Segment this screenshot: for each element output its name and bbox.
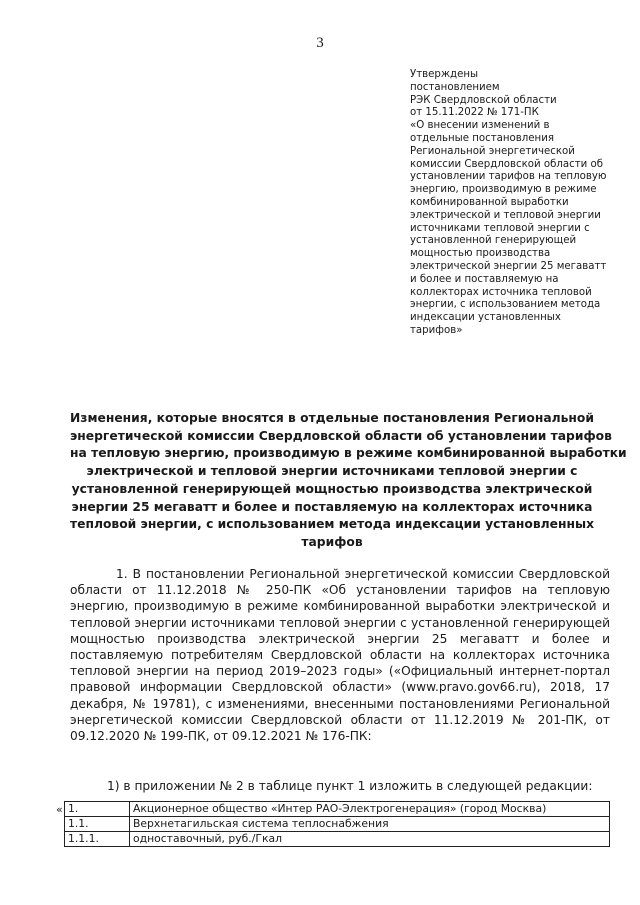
title-line: тепловой энергии, с использованием метода индексации установленных: [70, 517, 595, 532]
approval-line: электрической энергии 25 мегаватт: [410, 260, 607, 272]
row-text-cell: Акционерное общество «Интер РАО-Электрогенерация» (город Москва): [130, 802, 610, 817]
table-row: [65, 832, 610, 847]
title-line: энергии 25 мегаватт и более и поставляемую на коллекторах источника: [71, 499, 593, 514]
table-row: [65, 817, 610, 832]
approval-line: РЭК Свердловской области: [410, 94, 557, 106]
approval-line: Утверждены: [410, 69, 479, 80]
row-number-cell: 1.1.1.: [65, 832, 130, 847]
paragraph-1: [70, 566, 610, 744]
row-number-cell: 1.1.: [65, 817, 130, 832]
approval-line: электрической и тепловой энергии: [410, 209, 601, 221]
approval-line: коллекторах источника тепловой: [410, 286, 592, 298]
title-line: на тепловую энергию, производимую в режиме комбинированной выработки: [70, 446, 627, 461]
row-text-cell: одноставочный, руб./Гкал: [130, 832, 610, 847]
approval-line: установленной генерирующей: [410, 235, 577, 247]
approval-block: [410, 69, 607, 338]
approval-line: энергии, с использованием метода: [410, 299, 601, 311]
approval-line: постановлением: [410, 81, 500, 93]
paragraph-line: 1. В постановлении Региональной энергетической комиссии Свердловской: [116, 567, 610, 581]
row-number-cell: 1.: [65, 802, 130, 817]
paragraph-line: мощностью производства электрической энергии 25 мегаватт и более и: [70, 631, 610, 646]
title-line: установленной генерирующей мощностью производства электрической: [71, 481, 593, 496]
subparagraph-1: 1) в приложении № 2 в таблице пункт 1 изложить в следующей редакции:: [107, 779, 593, 793]
paragraph-line: декабря, № 19781), с изменениями, внесенными постановлениями Региональной: [70, 696, 610, 711]
approval-line: «О внесении изменений в: [410, 120, 550, 132]
paragraph-line: энергетической комиссии Свердловской области от 11.12.2019 № 201-ПК, от: [70, 712, 610, 727]
approval-line: от 15.11.2022 № 171-ПК: [410, 107, 539, 119]
document-title: [70, 410, 627, 552]
paragraph-line: области от 11.12.2018 № 250-ПК «Об установлении тарифов на тепловую: [70, 583, 610, 598]
title-line: электрической и тепловой энергии источниками тепловой энергии с: [86, 464, 578, 479]
title-line: Изменения, которые вносятся в отдельные постановления Региональной: [70, 411, 594, 425]
amendment-table: [64, 801, 610, 847]
paragraph-line: тепловой энергии источниками тепловой энергии с установленной генерирующей: [70, 615, 610, 630]
approval-line: тарифов»: [410, 324, 463, 336]
approval-line: комбинированной выработки: [410, 196, 569, 208]
paragraph-line: правовой информации Свердловской области» (www.pravo.gov66.ru), 2018, 17: [70, 680, 610, 695]
approval-line: энергию, производимую в режиме: [410, 184, 597, 196]
approval-line: источниками тепловой энергии с: [410, 222, 590, 234]
paragraph-line: тепловой энергии на период 2019–2023 годы» («Официальный интернет-портал: [70, 664, 610, 679]
page-number: 3: [316, 35, 324, 51]
approval-line: индексации установленных: [410, 312, 561, 324]
title-line: энергетической комиссии Свердловской области об установлении тарифов: [70, 428, 612, 443]
approval-line: Региональной энергетической: [410, 145, 575, 157]
approval-line: отдельные постановления: [410, 132, 554, 144]
approval-line: и более и поставляемую на: [410, 273, 559, 285]
paragraph-line: поставляемую потребителям Свердловской области на коллекторах источника: [70, 648, 610, 663]
approval-line: комиссии Свердловской области об: [410, 158, 604, 170]
approval-line: установлении тарифов на тепловую: [410, 171, 607, 183]
row-text-cell: Верхнетагильская система теплоснабжения: [130, 817, 610, 832]
title-line: тарифов: [301, 534, 363, 549]
paragraph-line: энергию, производимую в режиме комбинированной выработки электрической и: [70, 599, 610, 614]
opening-quote: «: [56, 803, 63, 816]
table-row: [65, 802, 610, 817]
paragraph-line: 09.12.2020 № 199-ПК, от 09.12.2021 № 176-ПК:: [70, 729, 372, 744]
approval-line: мощностью производства: [410, 248, 551, 260]
